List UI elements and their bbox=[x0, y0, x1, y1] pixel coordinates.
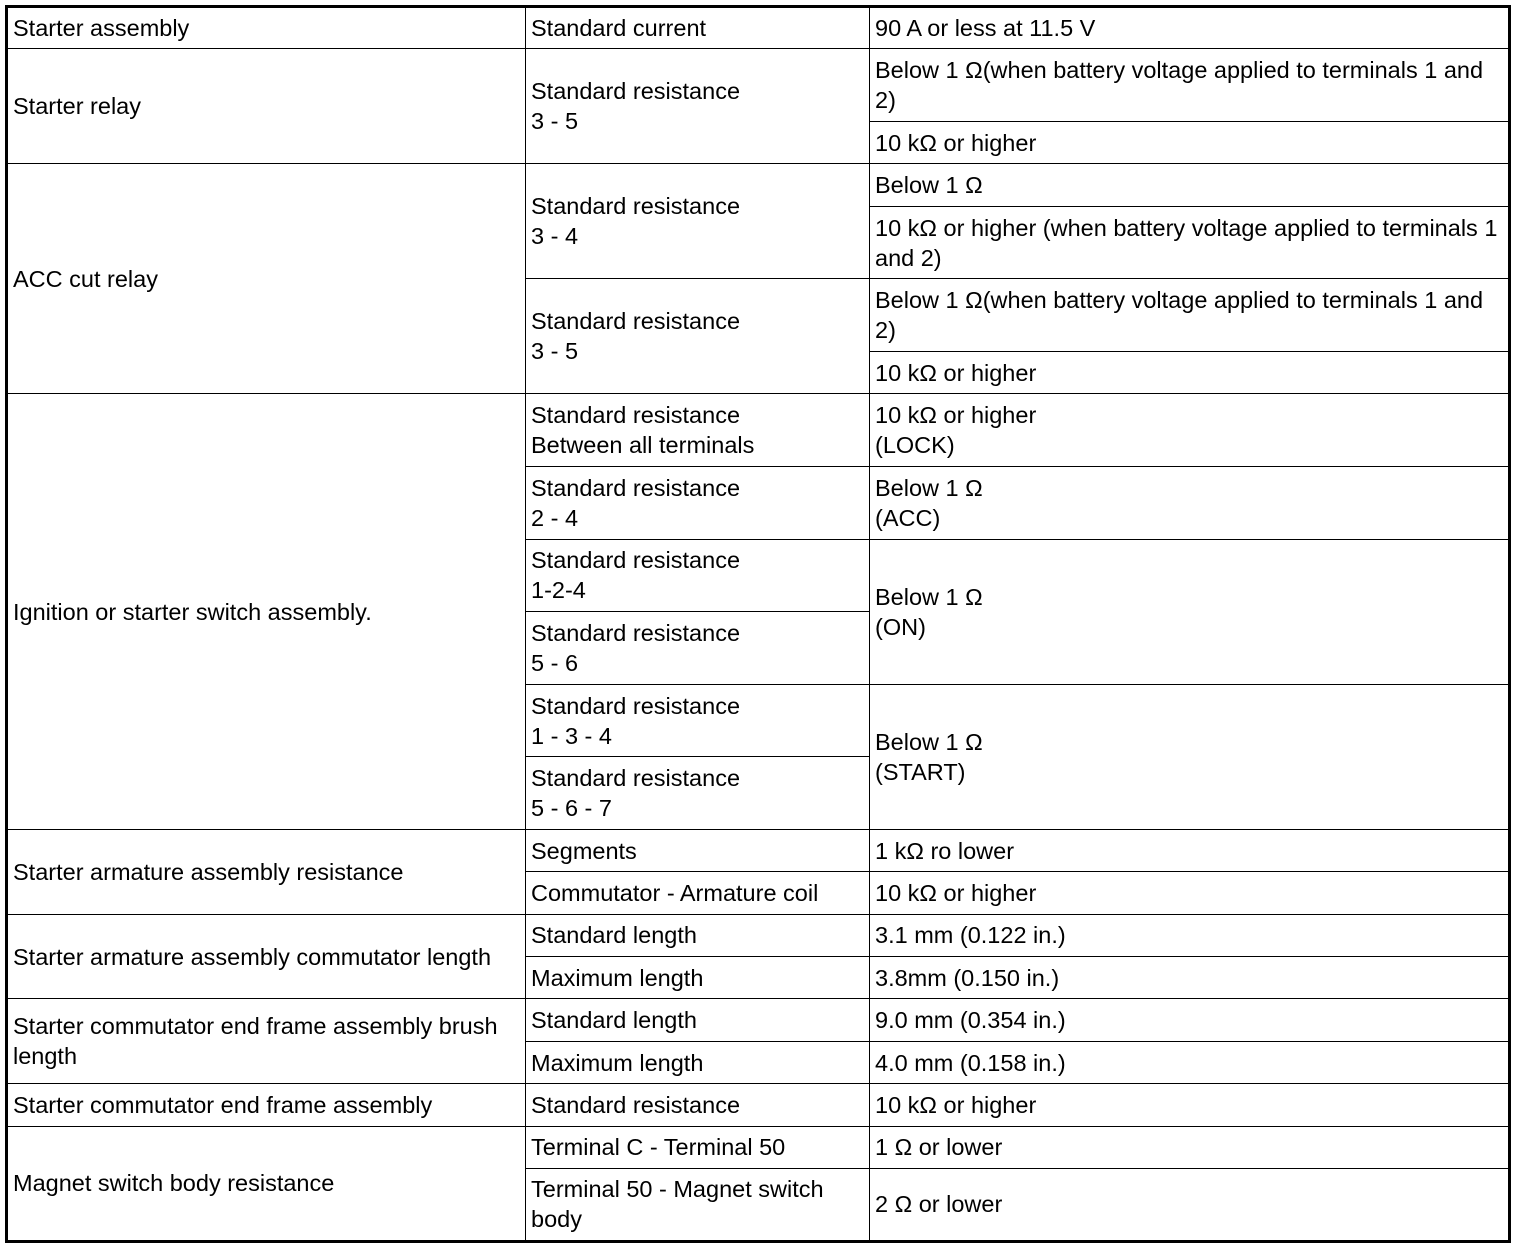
component-cell: Starter armature assembly commutator length bbox=[7, 914, 526, 999]
value-cell: Below 1 Ω bbox=[870, 164, 1510, 206]
item-line: Standard resistance bbox=[531, 547, 741, 574]
item-line: Between all terminals bbox=[531, 432, 755, 459]
item-line: 3 - 5 bbox=[531, 338, 579, 365]
component-cell: Ignition or starter switch assembly. bbox=[7, 394, 526, 830]
item-line: 1-2-4 bbox=[531, 577, 586, 604]
value-cell: 2 Ω or lower bbox=[870, 1169, 1510, 1242]
component-cell: Starter assembly bbox=[7, 7, 526, 49]
component-cell: Starter armature assembly resistance bbox=[7, 829, 526, 914]
value-cell: 10 kΩ or higher bbox=[870, 351, 1510, 393]
value-cell bbox=[870, 684, 1510, 829]
item-cell: Standard length bbox=[526, 914, 870, 956]
value-line: Below 1 Ω bbox=[875, 583, 983, 610]
item-line: Standard resistance bbox=[531, 619, 741, 646]
value-cell bbox=[870, 466, 1510, 539]
item-line: 5 - 6 bbox=[531, 649, 579, 676]
item-cell bbox=[526, 164, 870, 279]
component-cell: Magnet switch body resistance bbox=[7, 1126, 526, 1241]
value-line: 10 kΩ or higher bbox=[875, 402, 1037, 429]
value-line: (ACC) bbox=[875, 504, 941, 531]
value-line: (ON) bbox=[875, 613, 926, 640]
item-line: Standard resistance bbox=[531, 402, 741, 429]
item-cell: Segments bbox=[526, 829, 870, 871]
value-line: Below 1 Ω bbox=[875, 474, 983, 501]
value-cell: 10 kΩ or higher (when battery voltage applied to terminals 1 and 2) bbox=[870, 206, 1510, 279]
item-line: Standard resistance bbox=[531, 692, 741, 719]
item-cell: Terminal 50 - Magnet switch body bbox=[526, 1169, 870, 1242]
item-line: 3 - 5 bbox=[531, 108, 579, 135]
table-row bbox=[7, 829, 1510, 871]
value-cell: Below 1 Ω(when battery voltage applied to terminals 1 and 2) bbox=[870, 279, 1510, 352]
table-row bbox=[7, 394, 1510, 467]
specifications-table bbox=[5, 5, 1511, 1243]
item-cell bbox=[526, 466, 870, 539]
item-cell: Terminal C - Terminal 50 bbox=[526, 1126, 870, 1168]
value-cell: 9.0 mm (0.354 in.) bbox=[870, 999, 1510, 1041]
item-line: Standard resistance bbox=[531, 78, 741, 105]
table-row bbox=[7, 49, 1510, 122]
item-cell: Standard length bbox=[526, 999, 870, 1041]
item-cell bbox=[526, 539, 870, 612]
component-cell: Starter relay bbox=[7, 49, 526, 164]
value-cell: 3.8mm (0.150 in.) bbox=[870, 957, 1510, 999]
item-line: Standard resistance bbox=[531, 765, 741, 792]
table-row bbox=[7, 914, 1510, 956]
value-cell: 10 kΩ or higher bbox=[870, 872, 1510, 914]
value-cell: 1 kΩ ro lower bbox=[870, 829, 1510, 871]
item-cell bbox=[526, 612, 870, 685]
table-row bbox=[7, 164, 1510, 206]
item-cell bbox=[526, 279, 870, 394]
value-cell: Below 1 Ω(when battery voltage applied to terminals 1 and 2) bbox=[870, 49, 1510, 122]
value-cell: 10 kΩ or higher bbox=[870, 1084, 1510, 1126]
value-cell: 1 Ω or lower bbox=[870, 1126, 1510, 1168]
component-cell: ACC cut relay bbox=[7, 164, 526, 394]
item-cell bbox=[526, 684, 870, 757]
value-cell: 3.1 mm (0.122 in.) bbox=[870, 914, 1510, 956]
value-cell: 90 A or less at 11.5 V bbox=[870, 7, 1510, 49]
value-line: (LOCK) bbox=[875, 432, 955, 459]
item-cell bbox=[526, 757, 870, 830]
value-cell: 10 kΩ or higher bbox=[870, 121, 1510, 163]
item-cell bbox=[526, 394, 870, 467]
item-line: Standard resistance bbox=[531, 474, 741, 501]
value-cell bbox=[870, 539, 1510, 684]
item-line: Standard resistance bbox=[531, 308, 741, 335]
item-cell: Commutator - Armature coil bbox=[526, 872, 870, 914]
component-cell: Starter commutator end frame assembly bbox=[7, 1084, 526, 1126]
item-line: 3 - 4 bbox=[531, 223, 579, 250]
table-row bbox=[7, 1084, 1510, 1126]
table-row bbox=[7, 7, 1510, 49]
item-line: 1 - 3 - 4 bbox=[531, 722, 612, 749]
value-line: (START) bbox=[875, 758, 966, 785]
value-cell: 4.0 mm (0.158 in.) bbox=[870, 1041, 1510, 1083]
item-line: Standard resistance bbox=[531, 193, 741, 220]
value-line: Below 1 Ω bbox=[875, 728, 983, 755]
item-cell bbox=[526, 49, 870, 164]
item-cell: Maximum length bbox=[526, 1041, 870, 1083]
item-line: 5 - 6 - 7 bbox=[531, 795, 612, 822]
table-row bbox=[7, 999, 1510, 1041]
component-cell: Starter commutator end frame assembly brush length bbox=[7, 999, 526, 1084]
value-cell bbox=[870, 394, 1510, 467]
item-cell: Maximum length bbox=[526, 957, 870, 999]
item-cell: Standard resistance bbox=[526, 1084, 870, 1126]
table-row bbox=[7, 1126, 1510, 1168]
item-cell: Standard current bbox=[526, 7, 870, 49]
item-line: 2 - 4 bbox=[531, 504, 579, 531]
